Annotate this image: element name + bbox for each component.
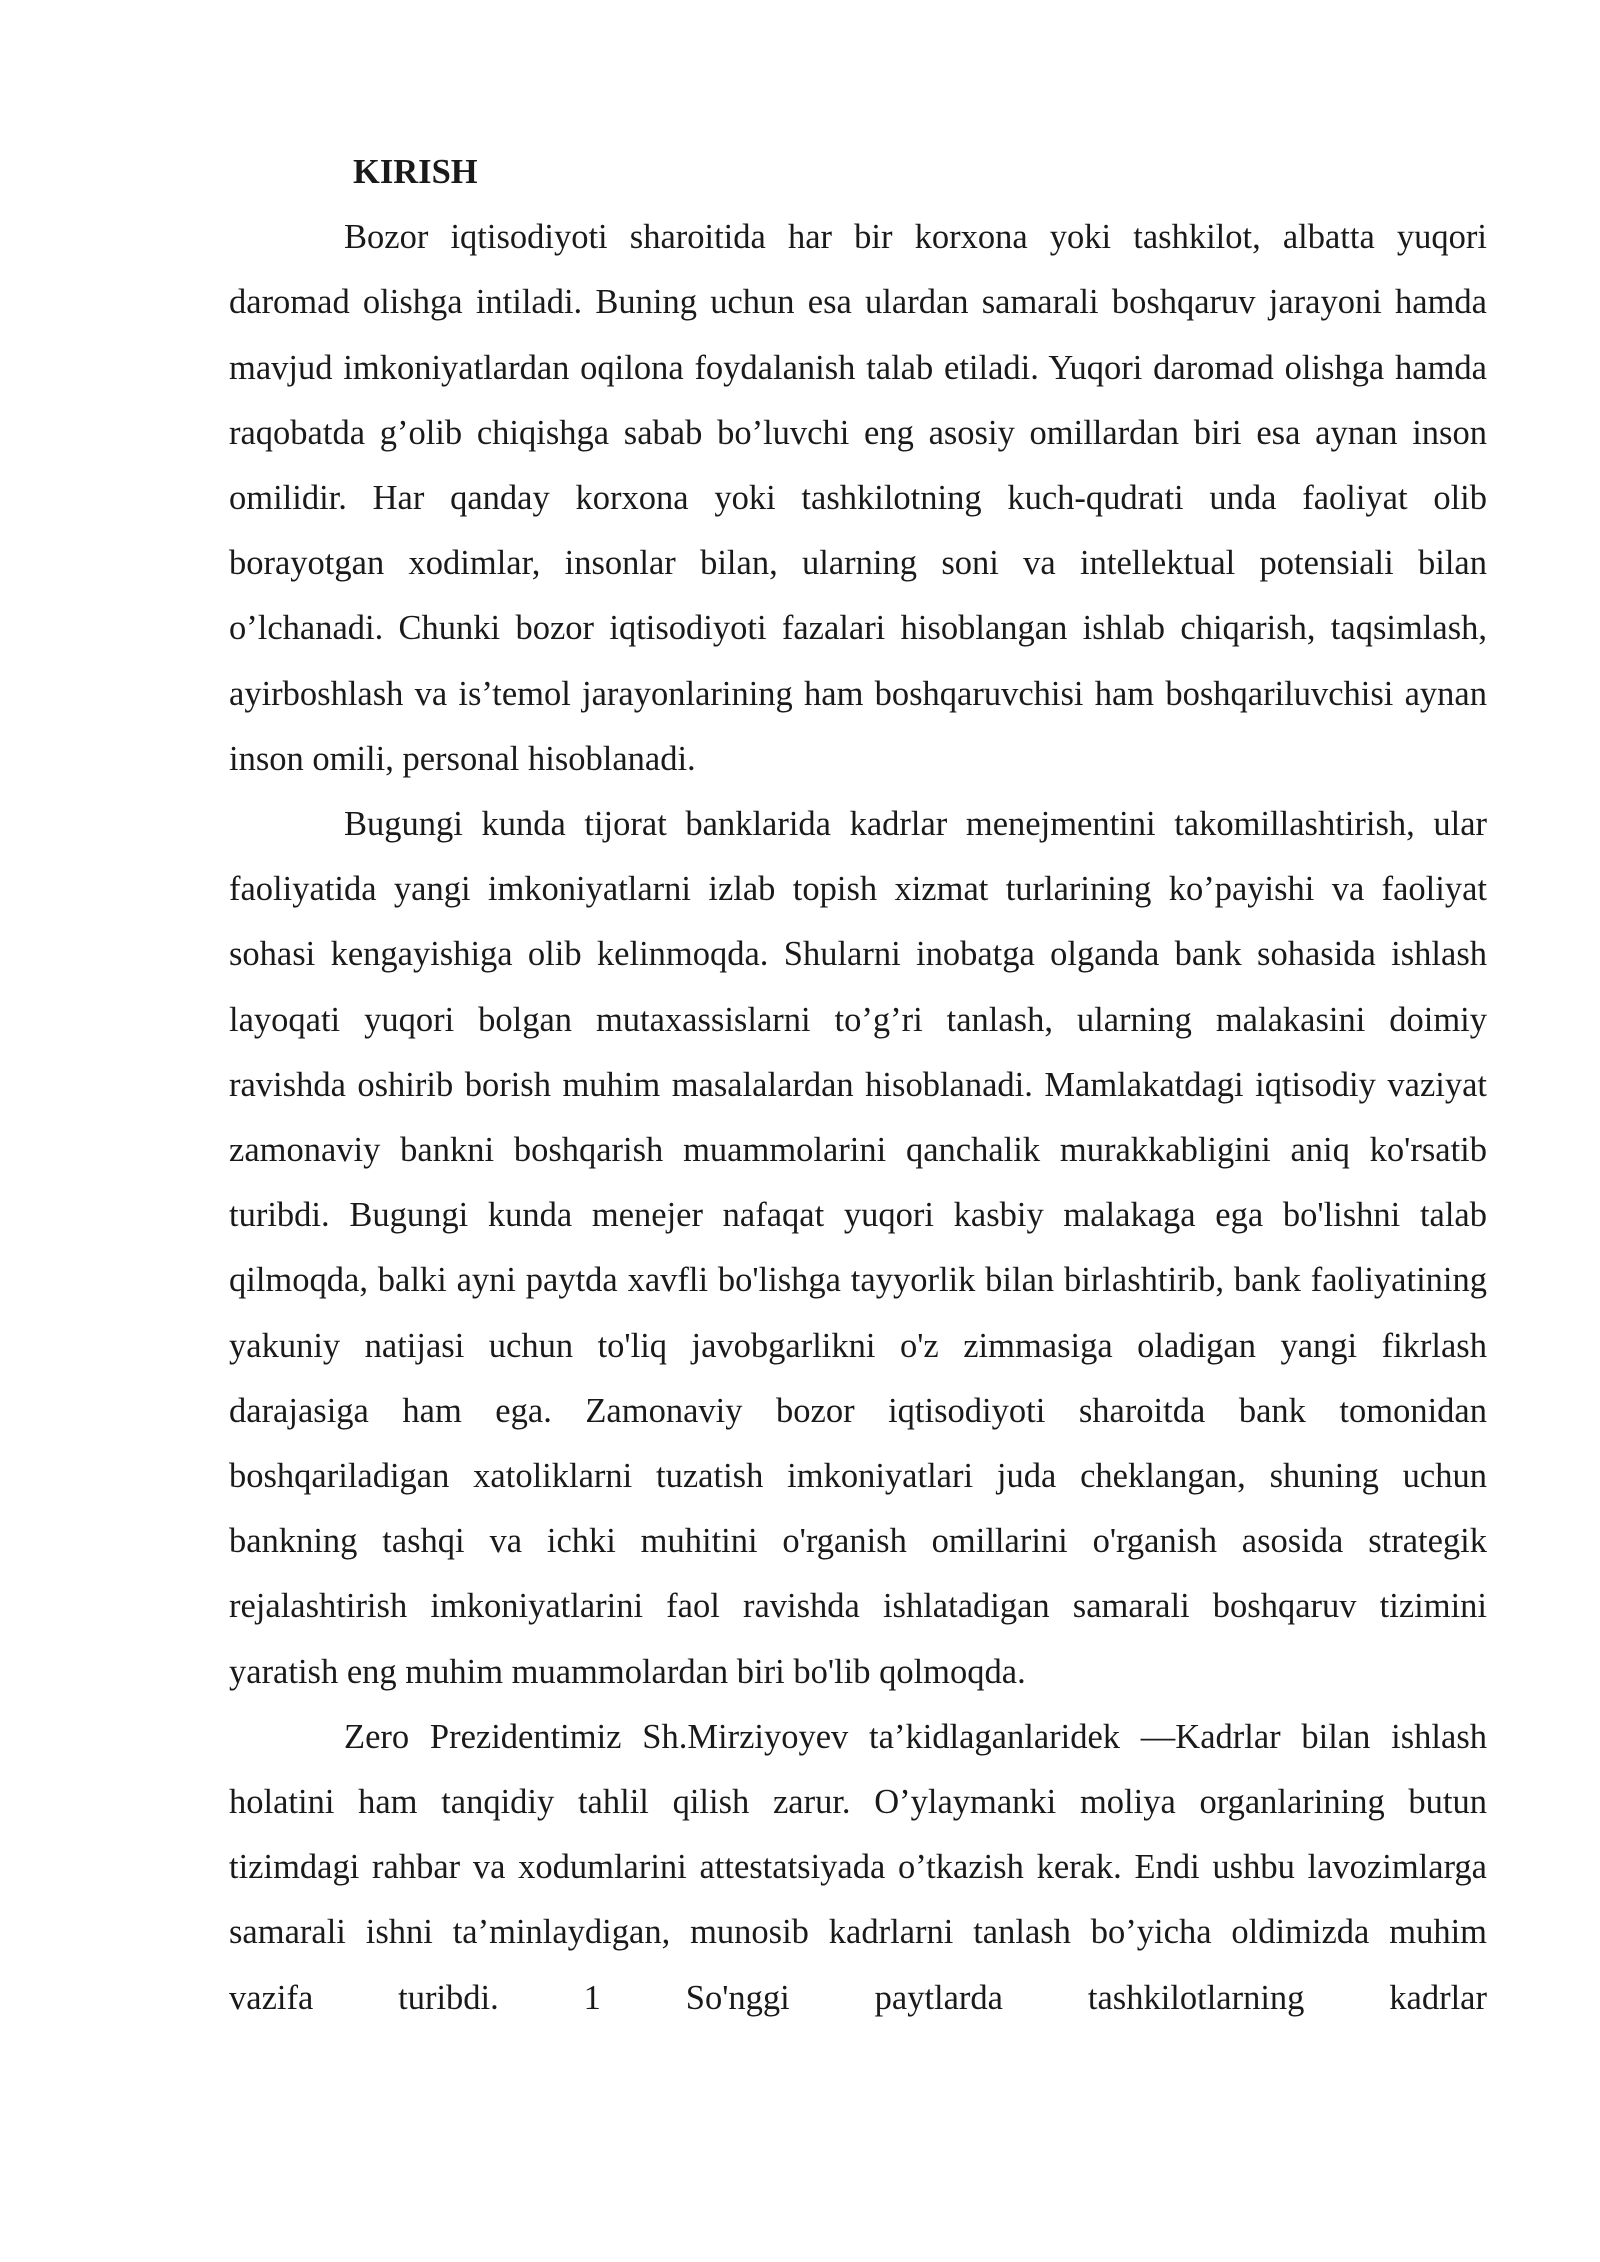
paragraph-2: Bugungi kunda tijorat banklarida kadrlar menejmentini takomillashtirish, ular faoliyatida yangi imkoniyatlarni izlab topish xizmat turlarining ko’payishi va faoliyat sohasi kengayishiga olib kelinmoqda. Shularni inobatga olganda bank sohasida ishlash layoqati yuqori bolgan mutaxassislarni to’g’ri tanlash, ularning malakasini doimiy ravishda oshirib borish muhim masalalardan hisoblanadi. Mamlakatdagi iqtisodiy vaziyat zamonaviy bankni boshqarish muammolarini qanchalik murakkabligini aniq ko'rsatib turibdi. Bugungi kunda menejer nafaqat yuqori kasbiy malakaga ega bo'lishni talab qilmoqda, balki ayni paytda xavfli bo'lishga tayyorlik bilan birlashtirib, bank faoliyatining yakuniy natijasi uchun to'liq javobgarlikni o'z zimmasiga oladigan yangi fikrlash darajasiga ham ega. Zamonaviy bozor iqtisodiyoti sharoitda bank tomonidan boshqariladigan xatoliklarni tuzatish imkoniyatlari juda cheklangan, shuning uchun bankning tashqi va ichki muhitini o'rganish omillarini o'rganish asosida strategik rejalashtirish imkoniyatlarini faol ravishda ishlatadigan samarali boshqaruv tizimini yaratish eng muhim muammolardan biri bo'lib qolmoqda. <box>229 805 1487 1691</box>
paragraph-1: Bozor iqtisodiyoti sharoitida har bir korxona yoki tashkilot, albatta yuqori daromad olishga intiladi. Buning uchun esa ulardan samarali boshqaruv jarayoni hamda mavjud imkoniyatlardan oqilona foydalanish talab etiladi. Yuqori daromad olishga hamda raqobatda g’olib chiqishga sabab bo’luvchi eng asosiy omillardan biri esa aynan inson omilidir. Har qanday korxona yoki tashkilotning kuch-qudrati unda faoliyat olib borayotgan xodimlar, insonlar bilan, ularning soni va intellektual potensiali bilan o’lchanadi. Chunki bozor iqtisodiyoti fazalari hisoblangan ishlab chiqarish, taqsimlash, ayirboshlash va is’temol jarayonlarining ham boshqaruvchisi ham boshqariluvchisi aynan inson omili, personal hisoblanadi. <box>229 218 1487 778</box>
paragraph-3: Zero Prezidentimiz Sh.Mirziyoyev ta’kidlaganlaridek ―Kadrlar bilan ishlash holatini ham tanqidiy tahlil qilish zarur. O’ylaymanki moliya organlarining butun tizimdagi rahbar va xodumlarini attestatsiyada o’tkazish kerak. Endi ushbu lavozimlarga samarali ishni ta’minlaydigan, munosib kadrlarni tanlash bo’yicha oldimizda muhim vazifa turibdi. 1 So'nggi paytlarda tashkilotlarning kadrlar <box>229 1717 1487 2017</box>
document-body <box>229 140 1487 2031</box>
section-heading: KIRISH <box>353 153 478 191</box>
